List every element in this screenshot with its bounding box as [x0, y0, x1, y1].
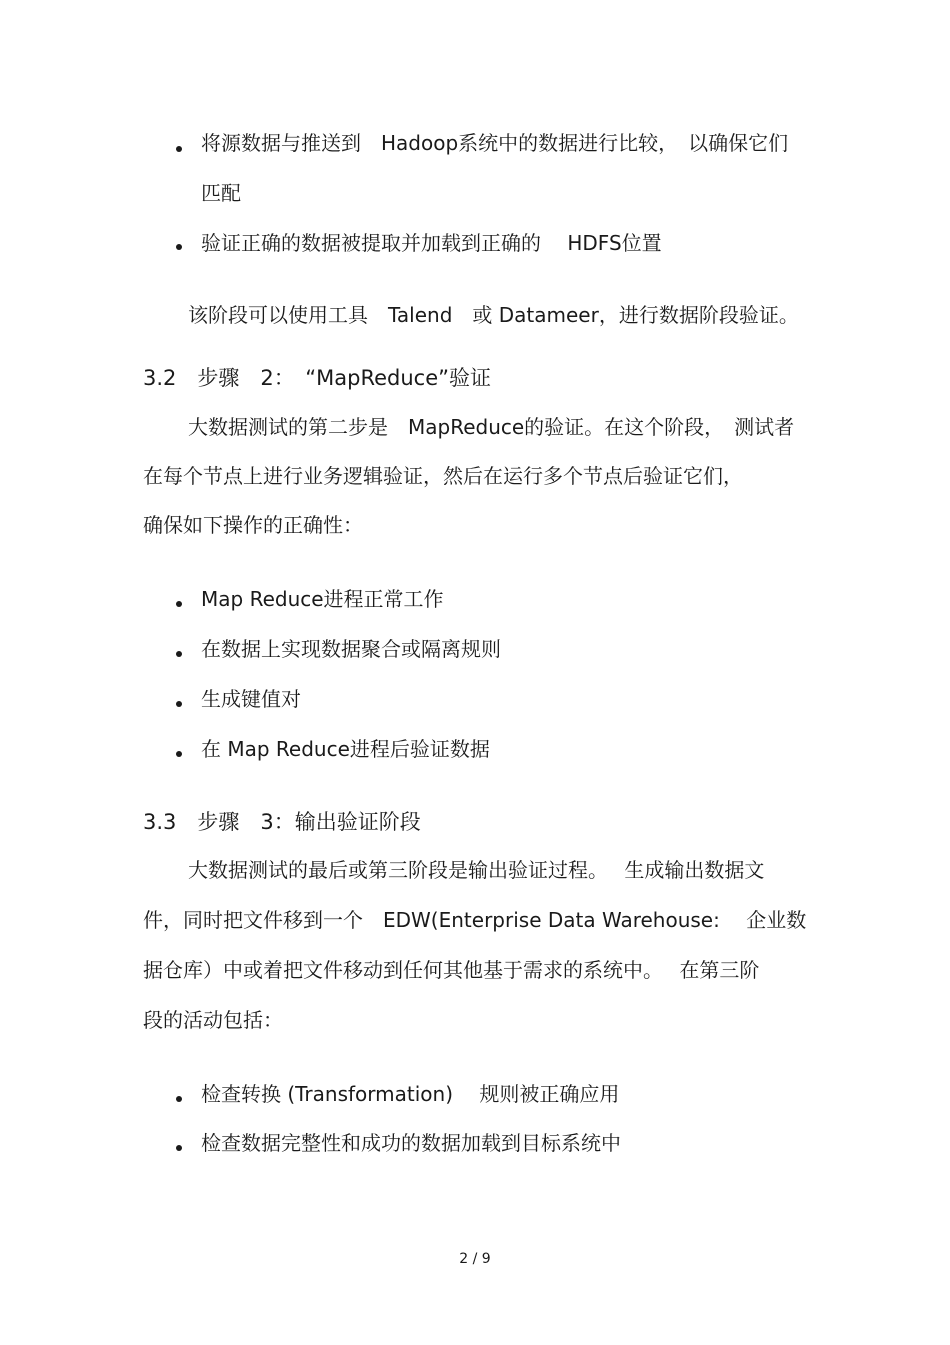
- bullet-marker: [176, 751, 182, 757]
- bullet-marker: [176, 601, 182, 607]
- bullet-marker: [176, 146, 182, 152]
- paragraph-line: 确保如下操作的正确性：: [143, 513, 363, 537]
- bullet-marker: [176, 1096, 182, 1102]
- paragraph-line: 该阶段可以使用工具 Talend 或 Datameer，进行数据阶段验证。: [188, 303, 799, 327]
- bullet-marker: [176, 701, 182, 707]
- list-item: 检查数据完整性和成功的数据加载到目标系统中: [201, 1131, 621, 1155]
- list-item: 在 Map Reduce进程后验证数据: [201, 737, 490, 761]
- paragraph-line: 在每个节点上进行业务逻辑验证，然后在运行多个节点后验证它们，: [143, 464, 743, 488]
- paragraph-line: 件，同时把文件移到一个 EDW(Enterprise Data Warehouse: 企业数: [143, 908, 807, 932]
- list-item: Map Reduce进程正常工作: [201, 587, 444, 611]
- list-item: 验证正确的数据被提取并加载到正确的 HDFS位置: [201, 231, 662, 255]
- list-item: 将源数据与推送到 Hadoop系统中的数据进行比较， 以确保它们: [201, 131, 789, 155]
- paragraph-line: 据仓库）中或着把文件移动到任何其他基于需求的系统中。 在第三阶: [143, 958, 760, 982]
- paragraph-line: 段的活动包括：: [143, 1008, 283, 1032]
- bullet-marker: [176, 244, 182, 250]
- section-heading-3-3: 3.3 步骤 3：输出验证阶段: [143, 810, 421, 834]
- list-item: 检查转换 (Transformation) 规则被正确应用: [201, 1082, 620, 1106]
- section-heading-3-2: 3.2 步骤 2： “MapReduce”验证: [143, 366, 492, 390]
- paragraph-line: 大数据测试的第二步是 MapReduce的验证。在这个阶段， 测试者: [188, 415, 795, 439]
- paragraph-line: 大数据测试的最后或第三阶段是输出验证过程。 生成输出数据文: [188, 858, 765, 882]
- bullet-marker: [176, 1145, 182, 1151]
- list-item: 在数据上实现数据聚合或隔离规则: [201, 637, 501, 661]
- list-item-continuation: 匹配: [201, 181, 241, 205]
- list-item: 生成键值对: [201, 687, 301, 711]
- bullet-marker: [176, 651, 182, 657]
- page-number: 2 / 9: [459, 1251, 491, 1267]
